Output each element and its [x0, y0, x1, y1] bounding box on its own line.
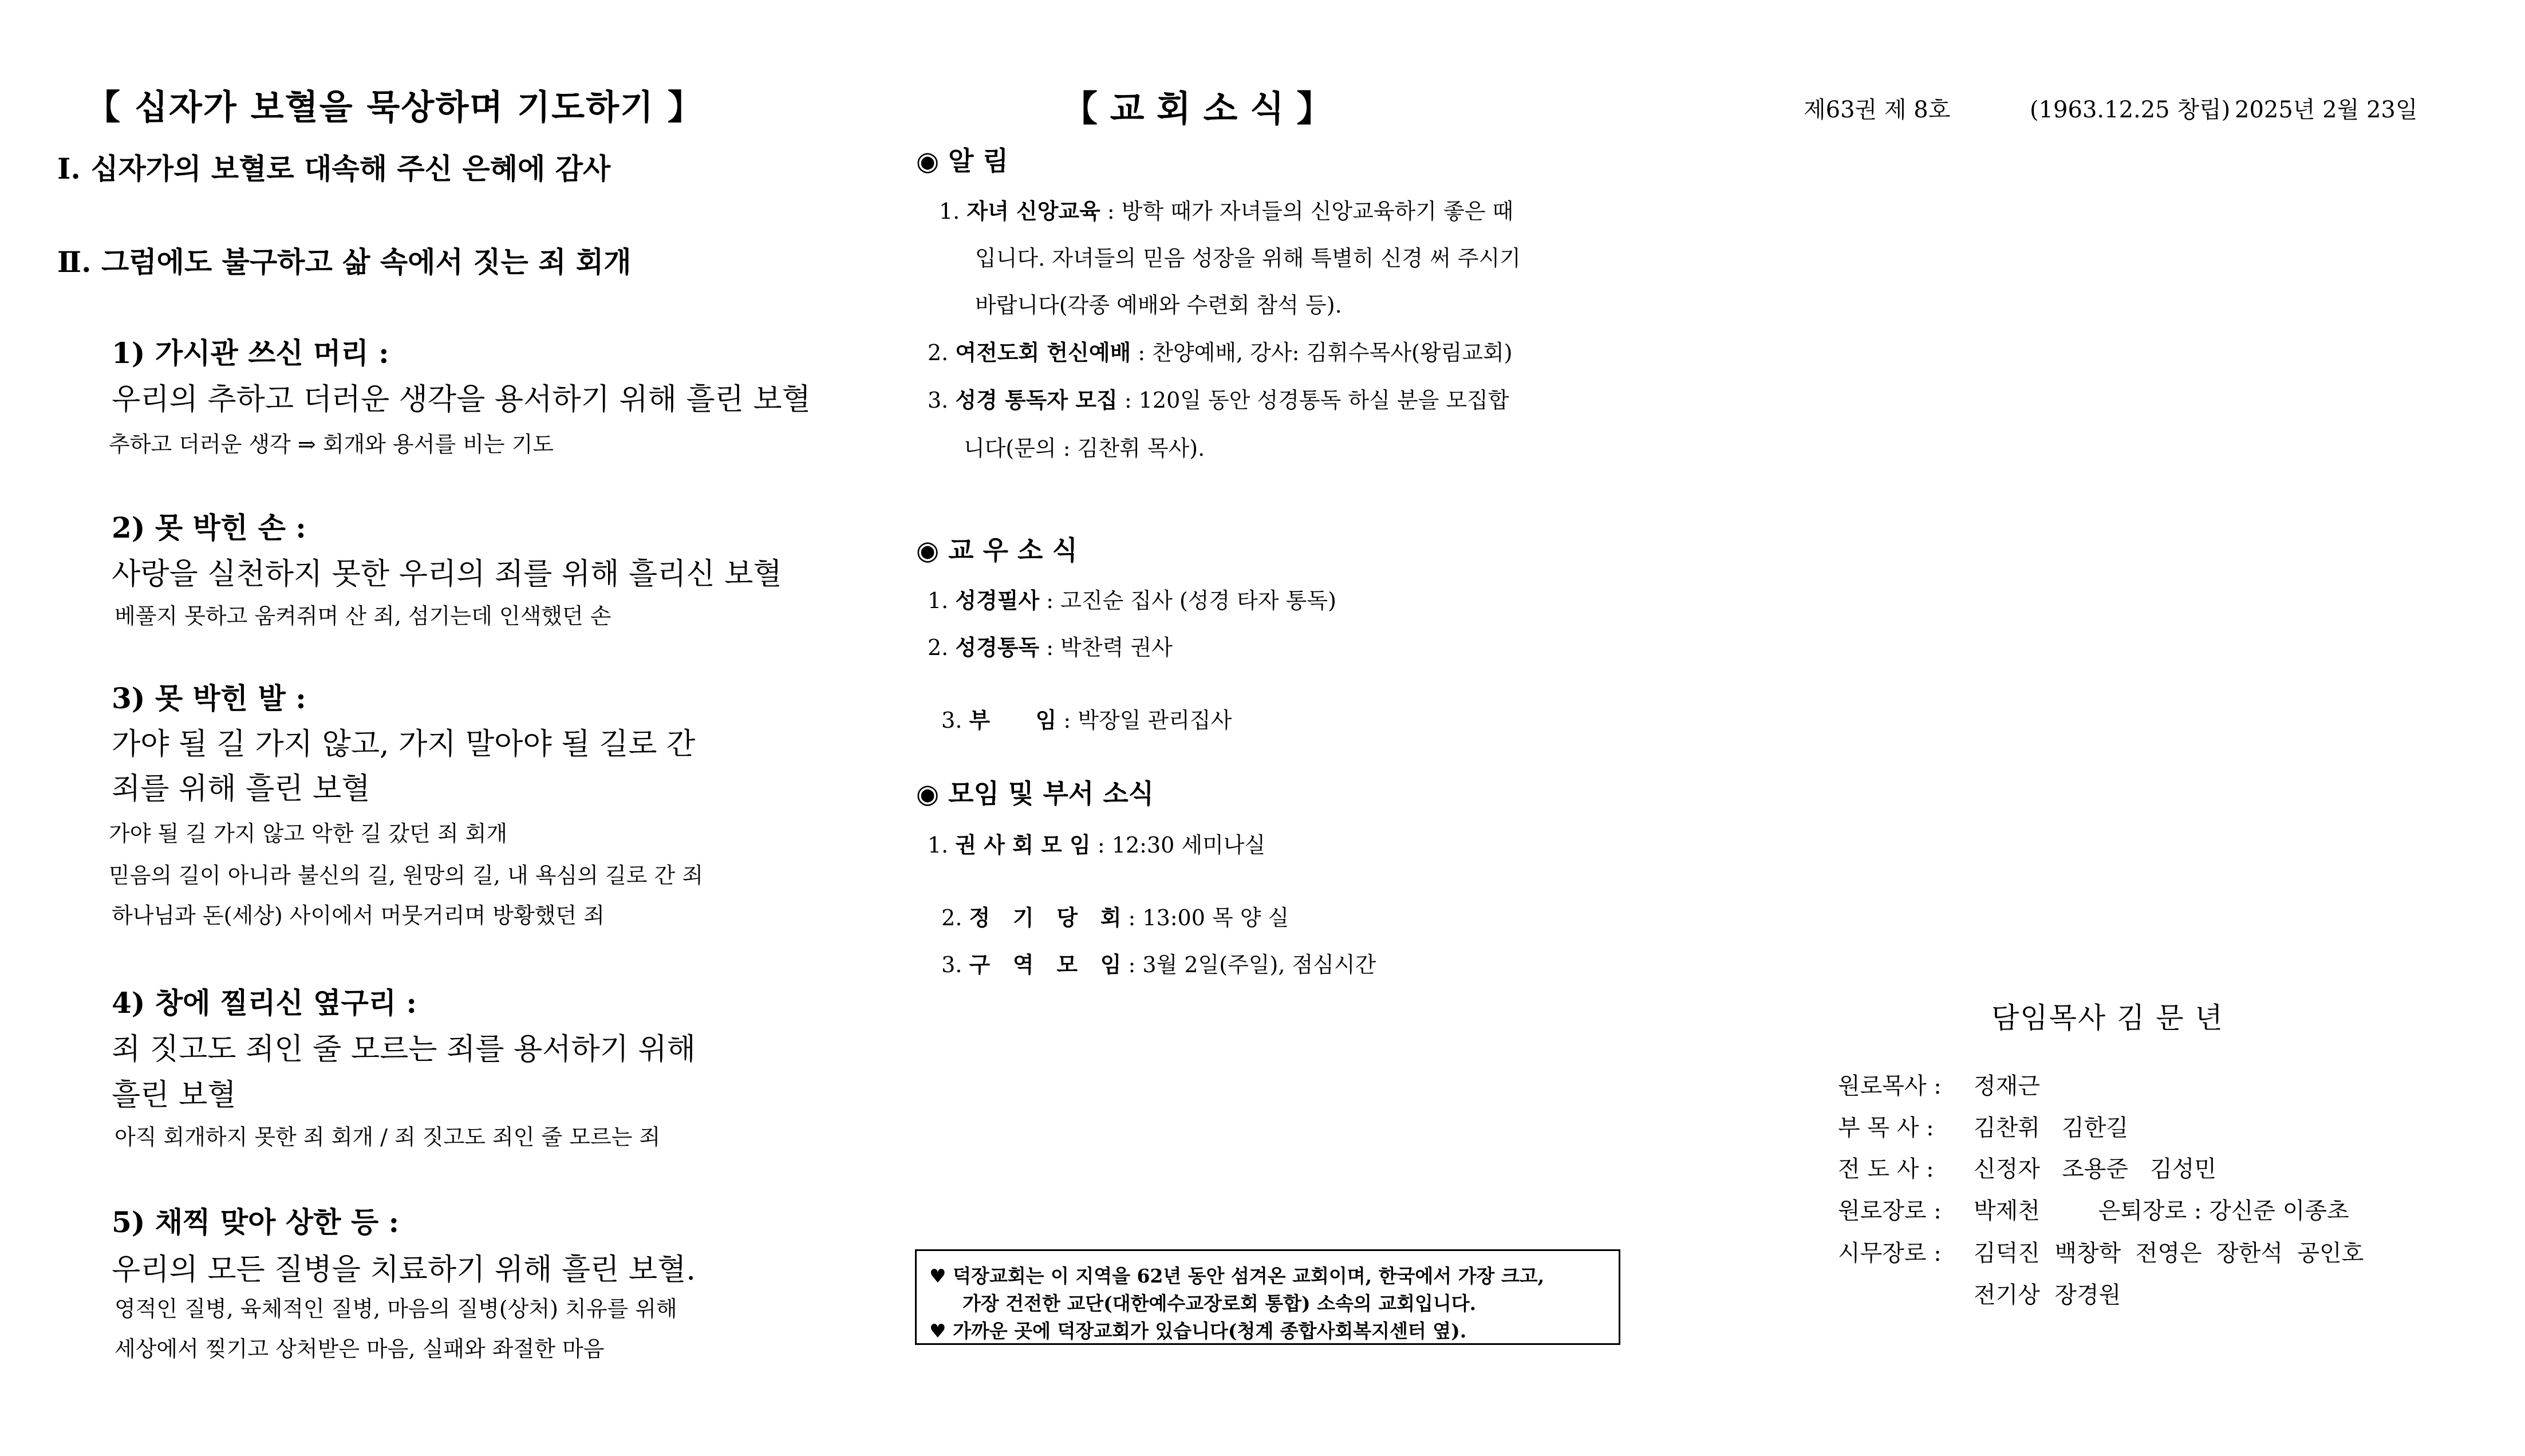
notice-3-line-1: : 120일 동안 성경통독 하실 분을 모집합: [1117, 388, 1509, 413]
meeting-3-value: : 3월 2일(주일), 점심시간: [1121, 952, 1376, 977]
intro-line-1: ♥ 덕장교회는 이 지역을 62년 동안 섬겨온 교회이며, 한국에서 가장 크고,: [929, 1265, 1545, 1287]
notice-item-2: [928, 335, 1513, 366]
item-3-line-2: 죄를 위해 흘린 보혈: [112, 772, 370, 806]
item-3-note-1: 가야 될 길 가지 않고 악한 길 갔던 죄 회개: [109, 821, 508, 846]
item-5-heading: 5) 채찍 맞아 상한 등 :: [112, 1205, 400, 1239]
meeting-2-value: : 13:00 목 양 실: [1121, 905, 1289, 930]
item-2-heading: 2) 못 박힌 손 :: [112, 511, 306, 544]
notice-item-3: [928, 382, 1509, 414]
meeting-2-num: 2.: [941, 905, 962, 930]
item-1-line-1: 우리의 추하고 더러운 생각을 용서하기 위해 흘린 보혈: [112, 382, 811, 417]
prayer-title: 【 십자가 보혈을 묵상하며 기도하기 】: [86, 88, 703, 128]
notices-heading: ◉ 알 림: [916, 145, 1009, 176]
member-2-key: 성경통독: [955, 634, 1040, 660]
member-item-3: [928, 677, 1232, 734]
item-4-note-1: 아직 회개하지 못한 죄 회개 / 죄 짓고도 죄인 줄 모르는 죄: [115, 1124, 661, 1150]
item-3-heading: 3) 못 박힌 발 :: [112, 681, 306, 715]
notice-1-line-3: 바랍니다(각종 예배와 수련회 참석 등).: [975, 293, 1342, 318]
meeting-3-key: 구 역 모 임: [969, 952, 1122, 977]
church-intro-box: [915, 1249, 1620, 1345]
meeting-item-3: [928, 922, 1376, 978]
staff-role-3: 전 도 사 :: [1838, 1156, 1934, 1182]
meetings-heading: ◉ 모임 및 부서 소식: [916, 778, 1154, 809]
member-3-num: 3.: [941, 708, 962, 733]
notice-1-num: 1.: [939, 199, 960, 224]
notice-item-1: [939, 194, 1513, 225]
item-4-line-2: 흘린 보혈: [112, 1078, 236, 1112]
staff-names-5-cont: 전기상 장경원: [1974, 1282, 2121, 1308]
notice-3-key: 성경 통독자 모집: [955, 387, 1118, 413]
notice-2-num: 2.: [928, 340, 949, 365]
staff-names-1: 정재근: [1974, 1073, 2040, 1099]
intro-line-2: 가장 건전한 교단(대한예수교장로회 통합) 소속의 교회입니다.: [962, 1292, 1477, 1315]
member-2-value: : 박찬력 권사: [1039, 635, 1173, 660]
item-3-line-1: 가야 될 길 가지 않고, 가지 말아야 될 길로 간: [112, 727, 696, 761]
staff-names-3: 신정자 조용준 김성민: [1974, 1156, 2217, 1182]
item-3-note-3: 하나님과 돈(세상) 사이에서 머뭇거리며 방황했던 죄: [112, 903, 605, 928]
staff-role-1: 원로목사 :: [1838, 1073, 1942, 1099]
member-item-1: [928, 583, 1336, 614]
staff-names-4: 박제천 은퇴장로 : 강신준 이종초: [1974, 1198, 2349, 1224]
volume-number: 제63권 제 8호: [1804, 97, 1951, 123]
item-4-line-1: 죄 짓고도 죄인 줄 모르는 죄를 용서하기 위해: [112, 1032, 696, 1067]
item-1-heading: 1) 가시관 쓰신 머리 :: [112, 336, 389, 370]
section-2-heading: Ⅱ. 그럼에도 불구하고 삶 속에서 짓는 죄 회개: [57, 245, 632, 279]
church-news-title: 【 교 회 소 식 】: [1062, 88, 1332, 129]
staff-role-5: 시무장로 :: [1838, 1240, 1942, 1266]
staff-names-5: 김덕진 백창학 전영은 장한석 공인호: [1974, 1240, 2364, 1266]
meeting-1-value: : 12:30 세미나실: [1090, 832, 1266, 858]
meeting-1-num: 1.: [928, 832, 949, 858]
notice-1-line-1: : 방학 때가 자녀들의 신앙교육하기 좋은 때: [1100, 199, 1514, 224]
member-1-value: : 고진순 집사 (성경 타자 통독): [1039, 588, 1336, 613]
item-2-line-1: 사랑을 실천하지 못한 우리의 죄를 위해 흘리신 보혈: [112, 557, 782, 591]
item-3-note-2: 믿음의 길이 아니라 불신의 길, 원망의 길, 내 욕심의 길로 간 죄: [109, 863, 704, 888]
member-1-num: 1.: [928, 588, 949, 613]
member-1-key: 성경필사: [955, 587, 1040, 613]
member-3-key: 부 임: [969, 707, 1057, 733]
member-3-value: : 박장일 관리집사: [1056, 708, 1232, 733]
item-5-line-1: 우리의 모든 질병을 치료하기 위해 흘린 보혈.: [112, 1253, 696, 1287]
notice-2-key: 여전도회 헌신예배: [955, 340, 1131, 365]
notice-2-line-1: : 찬양예배, 강사: 김휘수목사(왕림교회): [1131, 340, 1513, 365]
notice-3-num: 3.: [928, 388, 949, 413]
intro-line-3: ♥ 가까운 곳에 덕장교회가 있습니다(청계 종합사회복지센터 옆).: [929, 1320, 1467, 1342]
founded-date: (1963.12.25 창립): [2030, 97, 2231, 123]
member-2-num: 2.: [928, 635, 949, 660]
meeting-2-key: 정 기 당 회: [969, 905, 1122, 930]
section-1-heading: Ⅰ. 십자가의 보혈로 대속해 주신 은혜에 감사: [57, 152, 611, 186]
member-item-2: [928, 630, 1173, 661]
senior-pastor: 담임목사 김 문 년: [1991, 1001, 2224, 1035]
notice-3-line-2: 니다(문의 : 김찬휘 목사).: [964, 436, 1205, 461]
staff-names-2: 김찬휘 김한길: [1974, 1115, 2128, 1141]
members-heading: ◉ 교 우 소 식: [916, 535, 1078, 566]
item-5-note-2: 세상에서 찢기고 상처받은 마음, 실패와 좌절한 마음: [115, 1336, 605, 1362]
bulletin-date: 2025년 2월 23일: [2235, 97, 2418, 123]
meeting-1-key: 권 사 회 모 임: [955, 832, 1091, 858]
meeting-item-1: [928, 827, 1265, 859]
item-2-note-1: 베풀지 못하고 움켜쥐며 산 죄, 섬기는데 인색했던 손: [115, 603, 611, 629]
item-4-heading: 4) 창에 찔리신 옆구리 :: [112, 986, 417, 1020]
item-1-note-1: 추하고 더러운 생각 ⇒ 회개와 용서를 비는 기도: [109, 432, 554, 457]
notice-1-line-2: 입니다. 자녀들의 믿음 성장을 위해 특별히 신경 써 주시기: [975, 246, 1521, 271]
item-5-note-1: 영적인 질병, 육체적인 질병, 마음의 질병(상처) 치유를 위해: [115, 1296, 677, 1321]
meeting-3-num: 3.: [941, 952, 962, 977]
notice-1-key: 자녀 신앙교육: [966, 198, 1100, 224]
staff-role-2: 부 목 사 :: [1838, 1115, 1934, 1141]
staff-role-4: 원로장로 :: [1838, 1198, 1942, 1224]
